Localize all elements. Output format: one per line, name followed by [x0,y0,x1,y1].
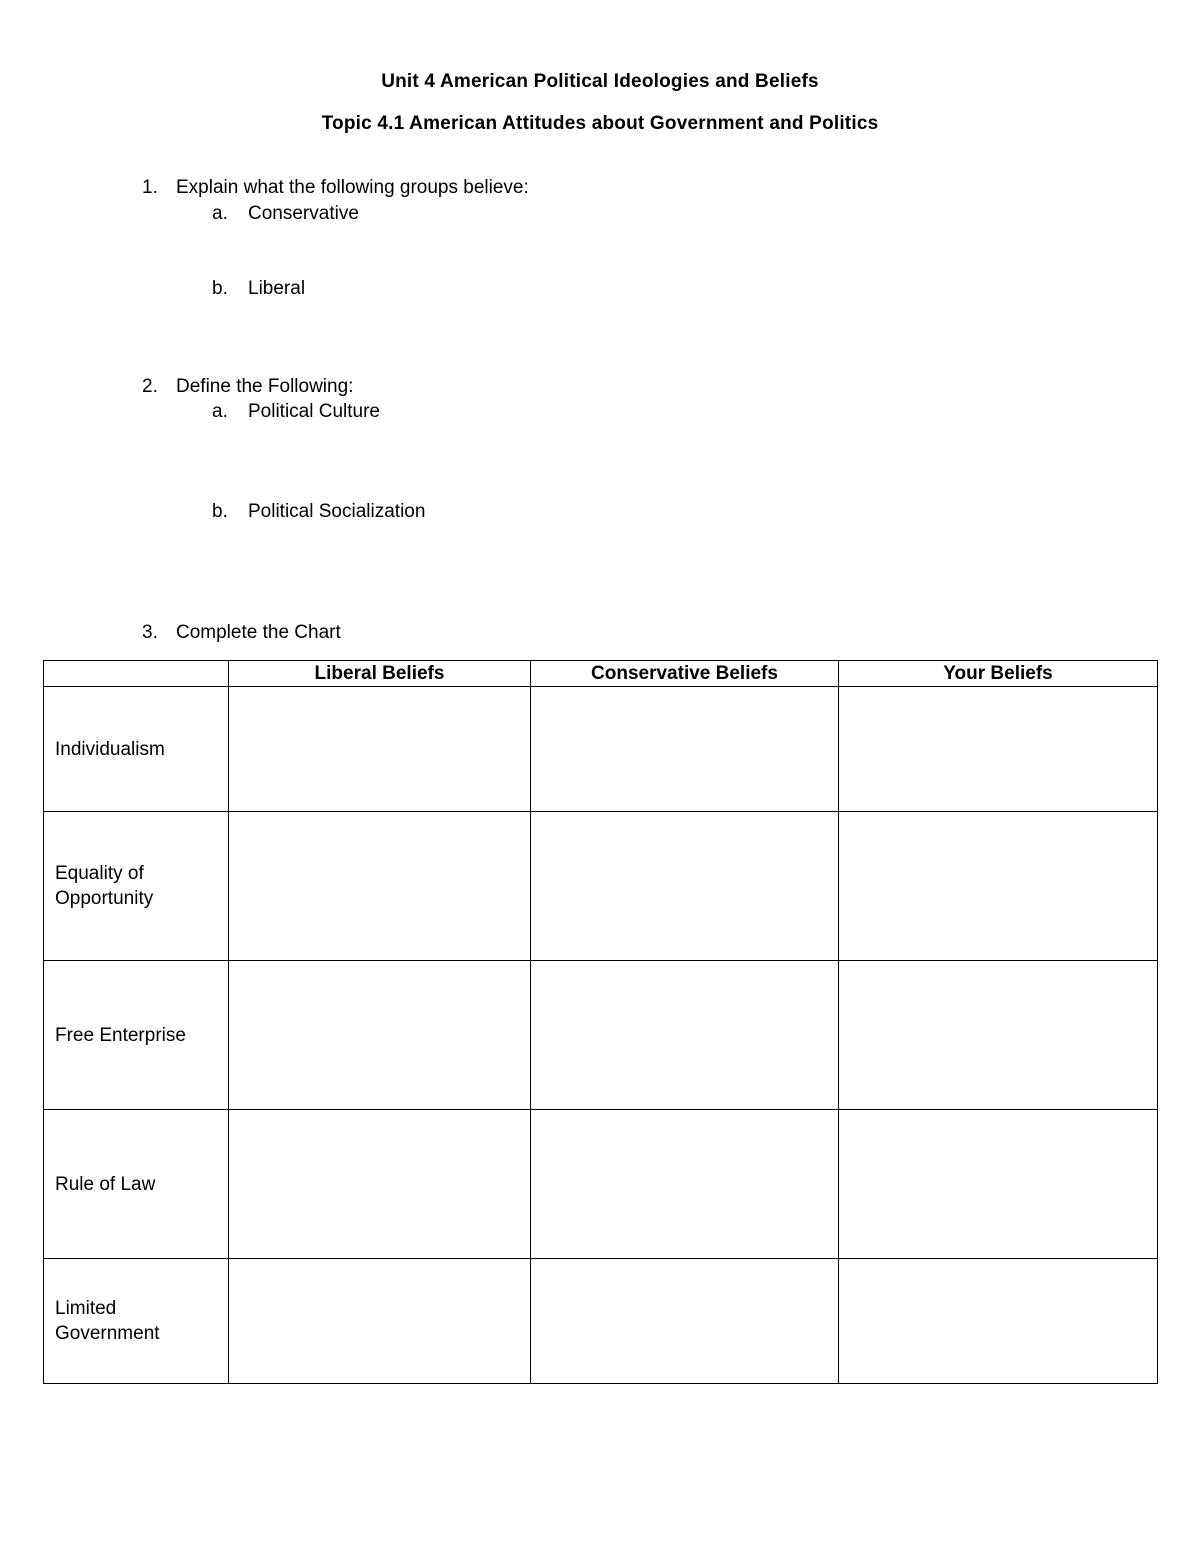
answer-cell-liberal[interactable] [229,1259,531,1384]
row-label-limited-government: Limited Government [44,1259,229,1384]
answer-cell-conservative[interactable] [531,812,839,961]
question-1-item-b [212,278,305,300]
question-2-item-a [212,401,380,423]
row-label-individualism: Individualism [44,687,229,812]
question-1 [142,177,529,199]
unit-title: Unit 4 American Political Ideologies and Beliefs [381,71,819,92]
row-label-rule-of-law: Rule of Law [44,1110,229,1259]
table-row [44,687,1158,812]
question-text: Define the Following: [176,376,354,397]
answer-cell-yours[interactable] [839,812,1158,961]
answer-cell-liberal[interactable] [229,687,531,812]
item-text: Political Socialization [248,501,426,522]
answer-cell-conservative[interactable] [531,1259,839,1384]
question-number: 1. [142,177,158,198]
item-letter: a. [212,203,228,224]
answer-cell-liberal[interactable] [229,812,531,961]
answer-cell-yours[interactable] [839,687,1158,812]
header-cell-conservative-beliefs: Conservative Beliefs [531,661,839,687]
table-row [44,1259,1158,1384]
question-text: Complete the Chart [176,622,341,643]
item-letter: b. [212,278,228,299]
question-number: 3. [142,622,158,643]
answer-cell-yours[interactable] [839,1110,1158,1259]
question-number: 2. [142,376,158,397]
item-text: Political Culture [248,401,380,422]
question-2 [142,376,353,398]
answer-cell-conservative[interactable] [531,961,839,1110]
table-row [44,812,1158,961]
topic-title: Topic 4.1 American Attitudes about Government and Politics [321,113,879,134]
item-letter: a. [212,401,228,422]
answer-cell-conservative[interactable] [531,1110,839,1259]
table-row [44,1110,1158,1259]
item-text: Conservative [248,203,359,224]
header-cell-liberal-beliefs: Liberal Beliefs [229,661,531,687]
question-text: Explain what the following groups believe: [176,177,529,198]
row-label-equality-of-opportunity: Equality of Opportunity [44,812,229,961]
item-text: Liberal [248,278,306,299]
table-row [44,961,1158,1110]
answer-cell-liberal[interactable] [229,1110,531,1259]
table-header-row [44,661,1158,687]
question-3 [142,622,341,644]
question-1-item-a [212,203,359,225]
answer-cell-yours[interactable] [839,961,1158,1110]
header-cell-empty [44,661,229,687]
answer-cell-liberal[interactable] [229,961,531,1110]
question-2-item-b [212,501,425,523]
answer-cell-yours[interactable] [839,1259,1158,1384]
item-letter: b. [212,501,228,522]
answer-cell-conservative[interactable] [531,687,839,812]
row-label-free-enterprise: Free Enterprise [44,961,229,1110]
beliefs-chart-table [43,660,1158,1384]
header-cell-your-beliefs: Your Beliefs [839,661,1158,687]
